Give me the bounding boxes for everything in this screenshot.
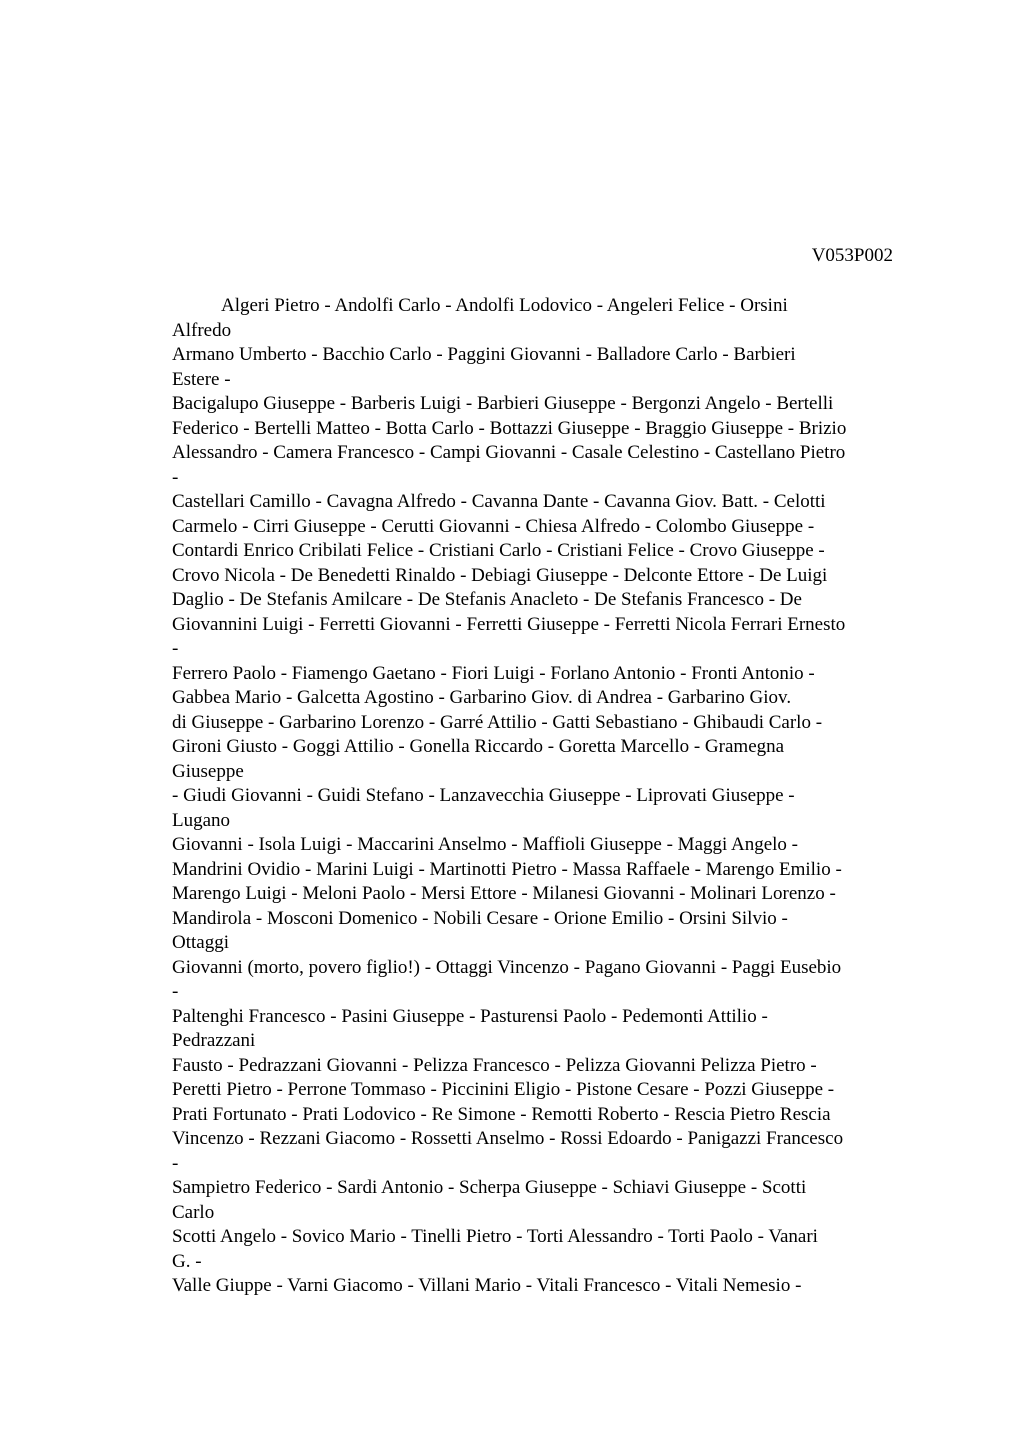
text-line: Mandirola - Mosconi Domenico - Nobili Cesare - Orione Emilio - Orsini Silvio - [172,907,788,929]
text-line: Gironi Giusto - Goggi Attilio - Gonella Riccardo - Goretta Marcello - Gramegna [172,736,785,757]
paragraph-first-line: Algeri Pietro - Andolfi Carlo - Andolfi Lodovico - Angeleri Felice - Orsini [221,295,788,316]
text-line: Scotti Angelo - Sovico Mario - Tinelli Pietro - Torti Alessandro - Torti Paolo - Vanari [172,1226,818,1247]
text-line: Alessandro - Camera Francesco - Campi Giovanni - Casale Celestino - Castellano Pietro [172,442,846,463]
text-line: Prati Fortunato - Prati Lodovico - Re Simone - Remotti Roberto - Rescia Pietro Rescia [172,1103,831,1125]
text-line: Daglio - De Stefanis Amilcare - De Stefanis Anacleto - De Stefanis Francesco - De [172,589,802,610]
text-line: - [172,981,179,1002]
text-line: - [172,638,179,659]
text-line: Vincenzo - Rezzani Giacomo - Rossetti Anselmo - Rossi Edoardo - Panigazzi Francesco [172,1128,844,1149]
body-text [172,294,912,1299]
text-line: Contardi Enrico Cribilati Felice - Cristiani Carlo - Cristiani Felice - Crovo Giuseppe - [172,540,825,561]
text-line: Federico - Bertelli Matteo - Botta Carlo - Bottazzi Giuseppe - Braggio Giuseppe - Brizio [172,417,847,439]
text-line: Crovo Nicola - De Benedetti Rinaldo - Debiagi Giuseppe - Delconte Ettore - De Luigi [172,564,828,586]
text-line: Paltenghi Francesco - Pasini Giuseppe - Pasturensi Paolo - Pedemonti Attilio - [172,1005,768,1027]
text-line: Fausto - Pedrazzani Giovanni - Pelizza Francesco - Pelizza Giovanni Pelizza Pietro - [172,1054,817,1076]
text-line: Sampietro Federico - Sardi Antonio - Scherpa Giuseppe - Schiavi Giuseppe - Scotti [172,1177,807,1198]
text-line: Giovanni - Isola Luigi - Maccarini Anselmo - Maffioli Giuseppe - Maggi Angelo - [172,834,798,855]
text-line: Castellari Camillo - Cavagna Alfredo - Cavanna Dante - Cavanna Giov. Batt. - Celotti [172,491,826,512]
text-line: - [172,466,179,488]
text-line: Marengo Luigi - Meloni Paolo - Mersi Ettore - Milanesi Giovanni - Molinari Lorenzo - [172,883,836,904]
text-line: Pedrazzani [172,1030,256,1051]
text-line: Giovannini Luigi - Ferretti Giovanni - Ferretti Giuseppe - Ferretti Nicola Ferrari Ernesto [172,613,846,635]
text-line: Alfredo [172,319,232,341]
text-line: Giuseppe [172,760,244,782]
text-line: Estere - [172,368,231,390]
text-line: Valle Giuppe - Varni Giacomo - Villani Mario - Vitali Francesco - Vitali Nemesio - [172,1275,802,1296]
text-line: Carlo [172,1201,215,1223]
text-line: Bacigalupo Giuseppe - Barberis Luigi - Barbieri Giuseppe - Bergonzi Angelo - Bertelli [172,393,834,414]
page-code: V053P002 [811,245,893,266]
text-line: Peretti Pietro - Perrone Tommaso - Piccinini Eligio - Pistone Cesare - Pozzi Giuseppe - [172,1079,835,1100]
text-line: G. - [172,1250,202,1272]
text-line: Ottaggi [172,932,229,953]
text-line: Carmelo - Cirri Giuseppe - Cerutti Giovanni - Chiesa Alfredo - Colombo Giuseppe - [172,515,815,537]
text-line: Gabbea Mario - Galcetta Agostino - Garbarino Giov. di Andrea - Garbarino Giov. [172,687,792,708]
text-line: - Giudi Giovanni - Guidi Stefano - Lanzavecchia Giuseppe - Liprovati Giuseppe - [172,785,795,806]
text-line: Armano Umberto - Bacchio Carlo - Paggini Giovanni - Balladore Carlo - Barbieri [172,344,796,365]
text-line: Ferrero Paolo - Fiamengo Gaetano - Fiori Luigi - Forlano Antonio - Fronti Antonio - [172,662,815,684]
text-line: Mandrini Ovidio - Marini Luigi - Martinotti Pietro - Massa Raffaele - Marengo Emilio - [172,858,842,880]
text-line: di Giuseppe - Garbarino Lorenzo - Garré Attilio - Gatti Sebastiano - Ghibaudi Carlo - [172,711,823,733]
text-line: Lugano [172,809,231,831]
text-line: - [172,1152,179,1174]
text-line: Giovanni (morto, povero figlio!) - Ottaggi Vincenzo - Pagano Giovanni - Paggi Eusebio [172,956,842,978]
